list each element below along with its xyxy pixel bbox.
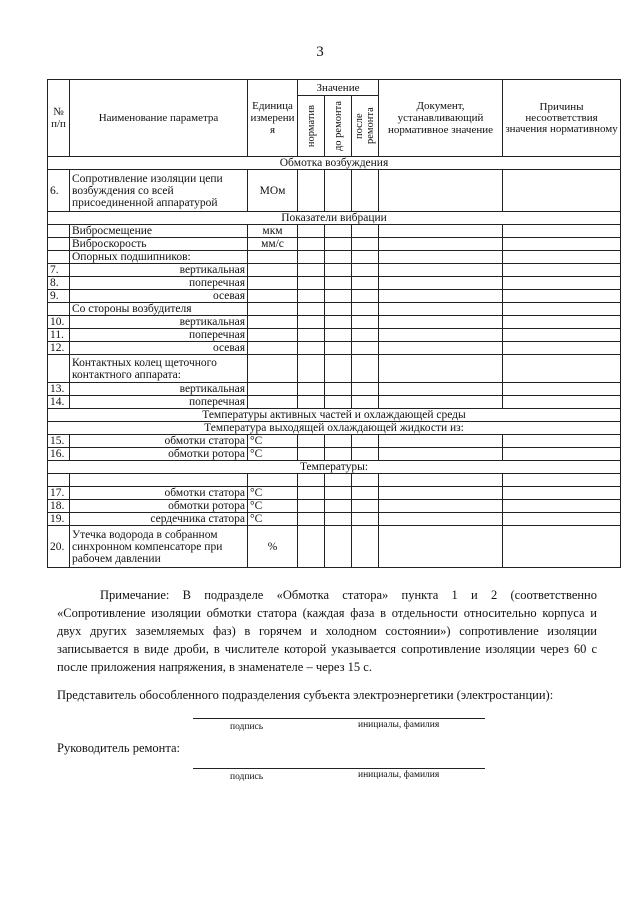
header-document: Документ, устанавливающий нормативное значение [379, 80, 503, 157]
section-temp-coolant: Температура выходящей охлаждающей жидкости из: [48, 422, 621, 435]
row-num: 8. [48, 277, 70, 290]
row-num: 18. [48, 500, 70, 513]
row-num: 6. [48, 170, 70, 212]
cell-before[interactable] [325, 170, 352, 212]
row-num: 11. [48, 329, 70, 342]
row-num: 20. [48, 526, 70, 568]
row-unit: °C [248, 513, 298, 526]
cell-after[interactable] [352, 170, 379, 212]
row-unit: мкм [248, 225, 298, 238]
row-unit: °C [248, 487, 298, 500]
cell-doc[interactable] [379, 170, 503, 212]
row-num: 19. [48, 513, 70, 526]
row-name: обмотки ротора [70, 500, 248, 513]
note-text: Примечание: В подразделе «Обмотка статора» пункта 1 и 2 (соответственно «Сопротивление изоляции обмотки статора (каждая фаза в отдельности относительно корпуса и двух других заземляемых фаз) в горячем и холодном состоянии») сопротивление изоляции записывается в виде дроби, в числителе которой указывается сопротивление изоляции через 60 с после приложения напряжения, в знаменателе – через 15 с. [57, 588, 597, 674]
header-after: после ремонта [354, 107, 376, 145]
row-unit: °C [248, 448, 298, 461]
row-name: осевая [70, 342, 248, 355]
row-num: 12. [48, 342, 70, 355]
row-name: Утечка водорода в собранном синхронном компенсаторе при рабочем давлении [70, 526, 248, 568]
header-before: до ремонта [332, 100, 344, 152]
row-name: Опорных подшипников: [70, 251, 248, 264]
section-temp-active: Температуры активных частей и охлаждающей среды [48, 409, 621, 422]
row-unit: °C [248, 500, 298, 513]
header-name: Наименование параметра [70, 80, 248, 157]
row-name: поперечная [70, 329, 248, 342]
header-value: Значение [298, 80, 379, 96]
initials-caption: инициалы, фамилия [358, 770, 440, 780]
header-unit: Единица измерени я [248, 80, 298, 157]
representative-label: Представитель обособленного подразделения субъекта электроэнергетики (электростанции): [57, 688, 554, 702]
signature-caption: подпись [230, 722, 264, 732]
signature-caption: подпись [230, 772, 264, 782]
row-name: вертикальная [70, 264, 248, 277]
repair-parameters-table [47, 79, 621, 568]
row-name: Со стороны возбудителя [70, 303, 248, 316]
row-num: 16. [48, 448, 70, 461]
row-unit: % [248, 526, 298, 568]
row-unit: °C [248, 435, 298, 448]
header-norm: норматив [305, 104, 317, 148]
row-name: сердечника статора [70, 513, 248, 526]
row-num: 7. [48, 264, 70, 277]
row-num: 17. [48, 487, 70, 500]
header-reason: Причины несоответствия значения нормативному [503, 80, 621, 157]
representative-signature-line[interactable] [193, 718, 485, 719]
repair-head-label: Руководитель ремонта: [57, 741, 181, 755]
cell-norm[interactable] [298, 170, 325, 212]
cell-reason[interactable] [503, 170, 621, 212]
row-num: 13. [48, 383, 70, 396]
row-num: 10. [48, 316, 70, 329]
row-name: поперечная [70, 396, 248, 409]
row-num: 14. [48, 396, 70, 409]
row-name: Виброскорость [70, 238, 248, 251]
row-name: Виброcмещение [70, 225, 248, 238]
row-name: поперечная [70, 277, 248, 290]
header-num: № п/п [48, 80, 70, 157]
row-num: 15. [48, 435, 70, 448]
row-unit: МОм [248, 170, 298, 212]
row-name: обмотки статора [70, 487, 248, 500]
row-name: вертикальная [70, 383, 248, 396]
row-name: Контактных колец щеточного контактного аппарата: [70, 355, 248, 383]
row-name: обмотки ротора [70, 448, 248, 461]
row-unit: мм/с [248, 238, 298, 251]
row-num: 9. [48, 290, 70, 303]
row-name: Сопротивление изоляции цепи возбуждения со всей присоединенной аппаратурой [70, 170, 248, 212]
section-vibration: Показатели вибрации [48, 212, 621, 225]
repair-head-signature-line[interactable] [193, 768, 485, 769]
row-name: вертикальная [70, 316, 248, 329]
section-excitation: Обмотка возбуждения [48, 157, 621, 170]
row-name: осевая [70, 290, 248, 303]
page-number: 3 [316, 44, 324, 60]
note [57, 586, 597, 676]
initials-caption: инициалы, фамилия [358, 720, 440, 730]
section-temperatures: Температуры: [48, 461, 621, 474]
row-name: обмотки статора [70, 435, 248, 448]
